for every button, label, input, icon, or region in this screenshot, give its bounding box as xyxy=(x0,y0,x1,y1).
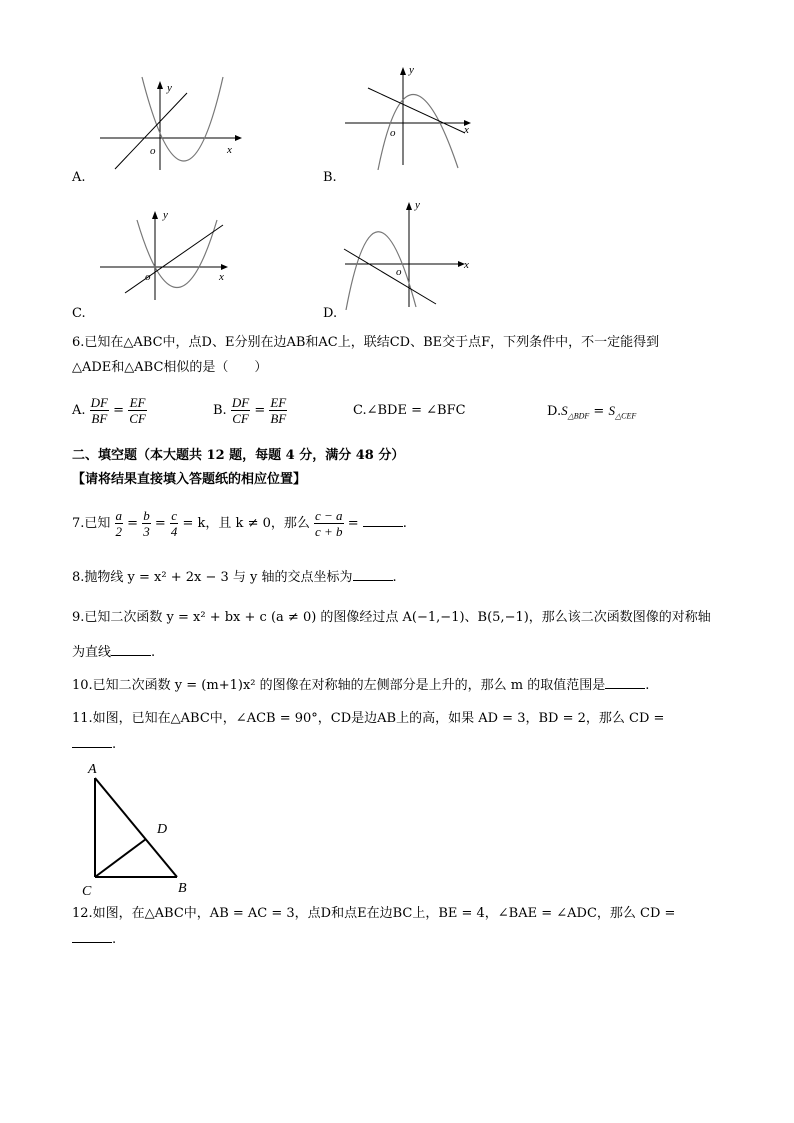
q11-label-b: B xyxy=(178,881,187,896)
q6-option-b-frac1: $\frac{DF}{CF}$ xyxy=(231,395,250,426)
graph-b-y: y xyxy=(409,64,414,76)
graph-d-x: x xyxy=(464,259,469,271)
q6-line1: 6.已知在△ABC中，点D、E分别在边AB和AC上，联结CD、BE交于点F，下列条件中，不一定能得到 xyxy=(72,335,660,350)
q10: 10.已知二次函数 y = (m+1)x² 的图像在对称轴的左侧部分是上升的，那么 m 的取值范围是 . xyxy=(72,678,650,693)
q12-answer-blank xyxy=(72,931,112,943)
q8: 8.抛物线 y = x² + 2x − 3 与 y 轴的交点坐标为 . xyxy=(72,570,397,585)
q7: 7.已知 $\frac{a}{2}$ = $\frac{b}{3}$ = $\frac{c}{4}$ = k，且 k ≠ 0，那么 $\frac{c - a}{c + b}$ = . xyxy=(72,508,407,539)
graph-c-label: C. xyxy=(72,306,86,321)
graph-d-label: D. xyxy=(323,306,338,321)
q9-answer-blank xyxy=(111,644,151,656)
q6-option-a: A. $\frac{DF}{BF}$ = $\frac{EF}{CF}$ xyxy=(72,395,146,426)
section2-title: 二、填空题（本大题共 12 题，每题 4 分，满分 48 分） xyxy=(72,448,405,463)
q11-label-d: D xyxy=(157,822,168,837)
graph-b xyxy=(340,60,480,170)
graph-a-o: o xyxy=(150,145,156,157)
q9-line1: 9.已知二次函数 y = x² + bx + c (a ≠ 0) 的图像经过点 A(−1,−1)、B(5,−1)，那么该二次函数图像的对称轴 xyxy=(72,610,711,625)
graph-b-o: o xyxy=(390,127,396,139)
q11-line1: 11.如图，已知在△ABC中，∠ACB = 90°，CD是边AB上的高，如果 AD = 3，BD = 2，那么 CD = xyxy=(72,711,665,726)
q6-option-b-frac2: $\frac{EF}{BF}$ xyxy=(270,395,287,426)
q6-option-a-frac2: $\frac{EF}{CF}$ xyxy=(129,395,146,426)
graph-c-o: o xyxy=(145,271,151,283)
q6-line2: △ADE和△ABC相似的是（ ） xyxy=(72,360,268,375)
graph-a-label: A. xyxy=(72,170,86,185)
graph-b-label: B. xyxy=(323,170,337,185)
graph-d xyxy=(340,195,480,310)
q7-answer-blank xyxy=(363,515,403,527)
graph-c-y: y xyxy=(163,209,168,221)
q12-line2: . xyxy=(72,931,116,948)
q12-line1: 12.如图，在△ABC中，AB = AC = 3，点D和点E在边BC上，BE = 4，∠BAE = ∠ADC，那么 CD = xyxy=(72,906,676,921)
q11-label-a: A xyxy=(88,762,97,777)
q11-line2: . xyxy=(72,736,116,753)
graph-a-y: y xyxy=(167,82,172,94)
graph-d-o: o xyxy=(396,266,402,278)
q11-answer-blank xyxy=(72,736,112,748)
q6-option-c: C.∠BDE = ∠BFC xyxy=(353,403,466,418)
q11-label-c: C xyxy=(82,884,92,899)
graph-d-y: y xyxy=(415,199,420,211)
q6-option-d: $D.S_{\triangle BDF} = S_{\triangle CEF}$ xyxy=(547,403,637,421)
q6-option-b-label: B. xyxy=(213,403,227,418)
graph-a-x: x xyxy=(227,144,232,156)
graph-c xyxy=(95,205,245,305)
graph-b-x: x xyxy=(464,124,469,136)
section2-note: 【请将结果直接填入答题纸的相应位置】 xyxy=(72,472,307,487)
q6-option-b: B. $\frac{DF}{CF}$ = $\frac{EF}{BF}$ xyxy=(213,395,287,426)
q10-answer-blank xyxy=(605,677,645,689)
q9-line2: 为直线 . xyxy=(72,645,156,660)
q6-option-a-label: A. xyxy=(72,403,86,418)
q6-option-a-frac1: $\frac{DF}{BF}$ xyxy=(90,395,109,426)
graph-c-x: x xyxy=(219,271,224,283)
q11-triangle-figure xyxy=(78,758,198,900)
q8-answer-blank xyxy=(353,569,393,581)
graph-a xyxy=(95,75,245,175)
